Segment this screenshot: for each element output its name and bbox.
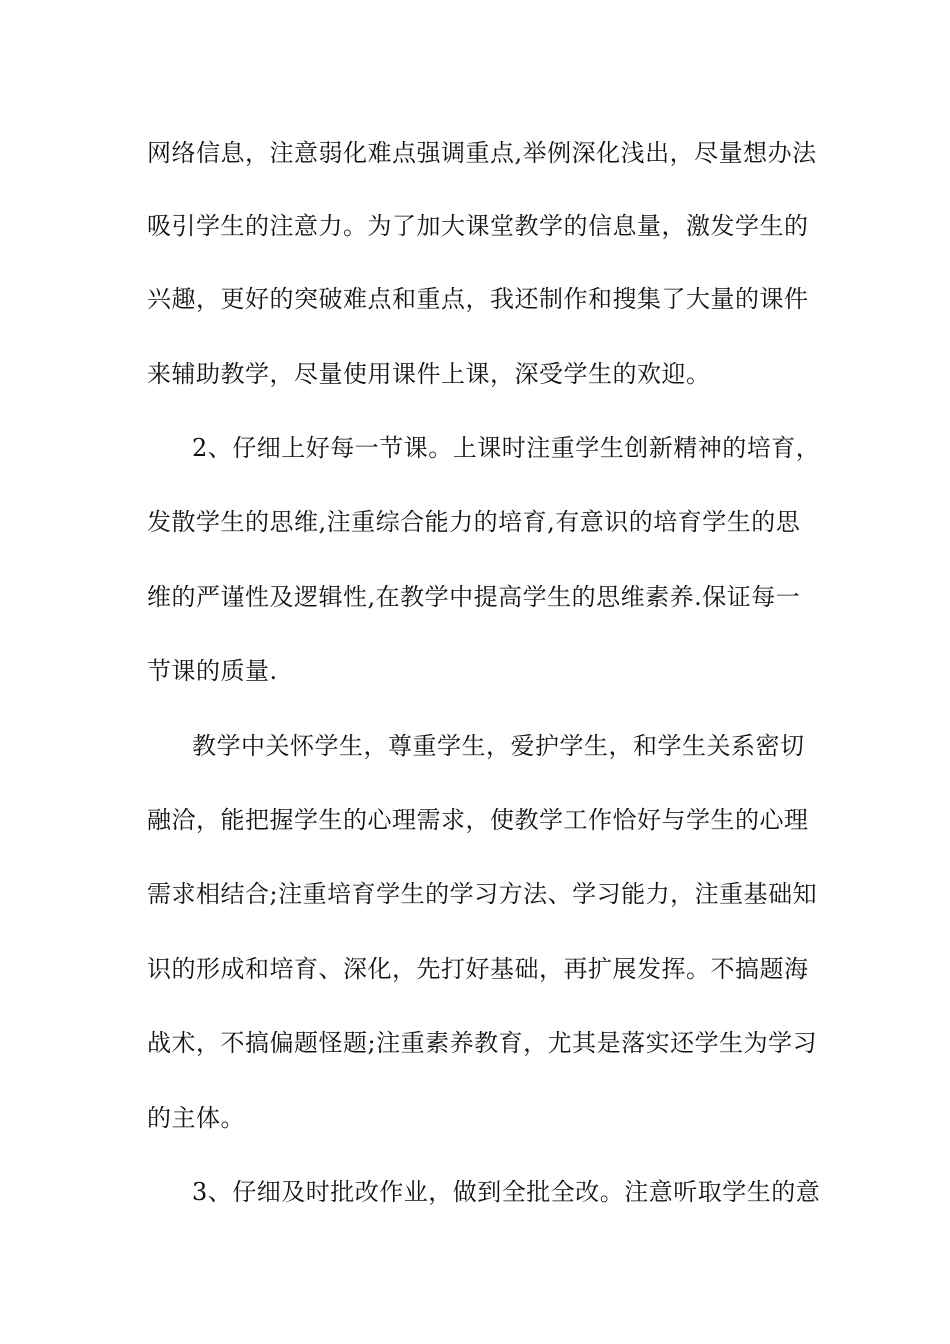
text-line: 战术，不搞偏题怪题;注重素养教育，尤其是落实还学生为学习 <box>147 1029 818 1057</box>
text-line: 网络信息，注意弱化难点强调重点,举例深化浅出，尽量想办法 <box>147 139 817 167</box>
text-line: 节课的质量. <box>147 657 278 685</box>
paragraph-first-line: 教学中关怀学生，尊重学生，爱护学生，和学生关系密切 <box>192 732 805 760</box>
paragraph-first-line: 3、仔细及时批改作业，做到全批全改。注意听取学生的意 <box>192 1178 821 1206</box>
text-line: 吸引学生的注意力。为了加大课堂教学的信息量，激发学生的 <box>147 212 809 240</box>
text-line: 兴趣，更好的突破难点和重点，我还制作和搜集了大量的课件 <box>147 285 809 313</box>
paragraph-first-line: 2、仔细上好每一节课。上课时注重学生创新精神的培育， <box>192 434 821 462</box>
text-line: 的主体。 <box>147 1104 245 1132</box>
text-line: 维的严谨性及逻辑性,在教学中提高学生的思维素养.保证每一 <box>147 583 801 611</box>
text-line: 需求相结合;注重培育学生的学习方法、学习能力，注重基础知 <box>147 880 818 908</box>
text-line: 发散学生的思维,注重综合能力的培育,有意识的培育学生的思 <box>147 508 801 536</box>
text-line: 来辅助教学，尽量使用课件上课，深受学生的欢迎。 <box>147 360 711 388</box>
text-line: 融洽，能把握学生的心理需求，使教学工作恰好与学生的心理 <box>147 806 809 834</box>
text-line: 识的形成和培育、深化，先打好基础，再扩展发挥。不搞题海 <box>147 955 809 983</box>
